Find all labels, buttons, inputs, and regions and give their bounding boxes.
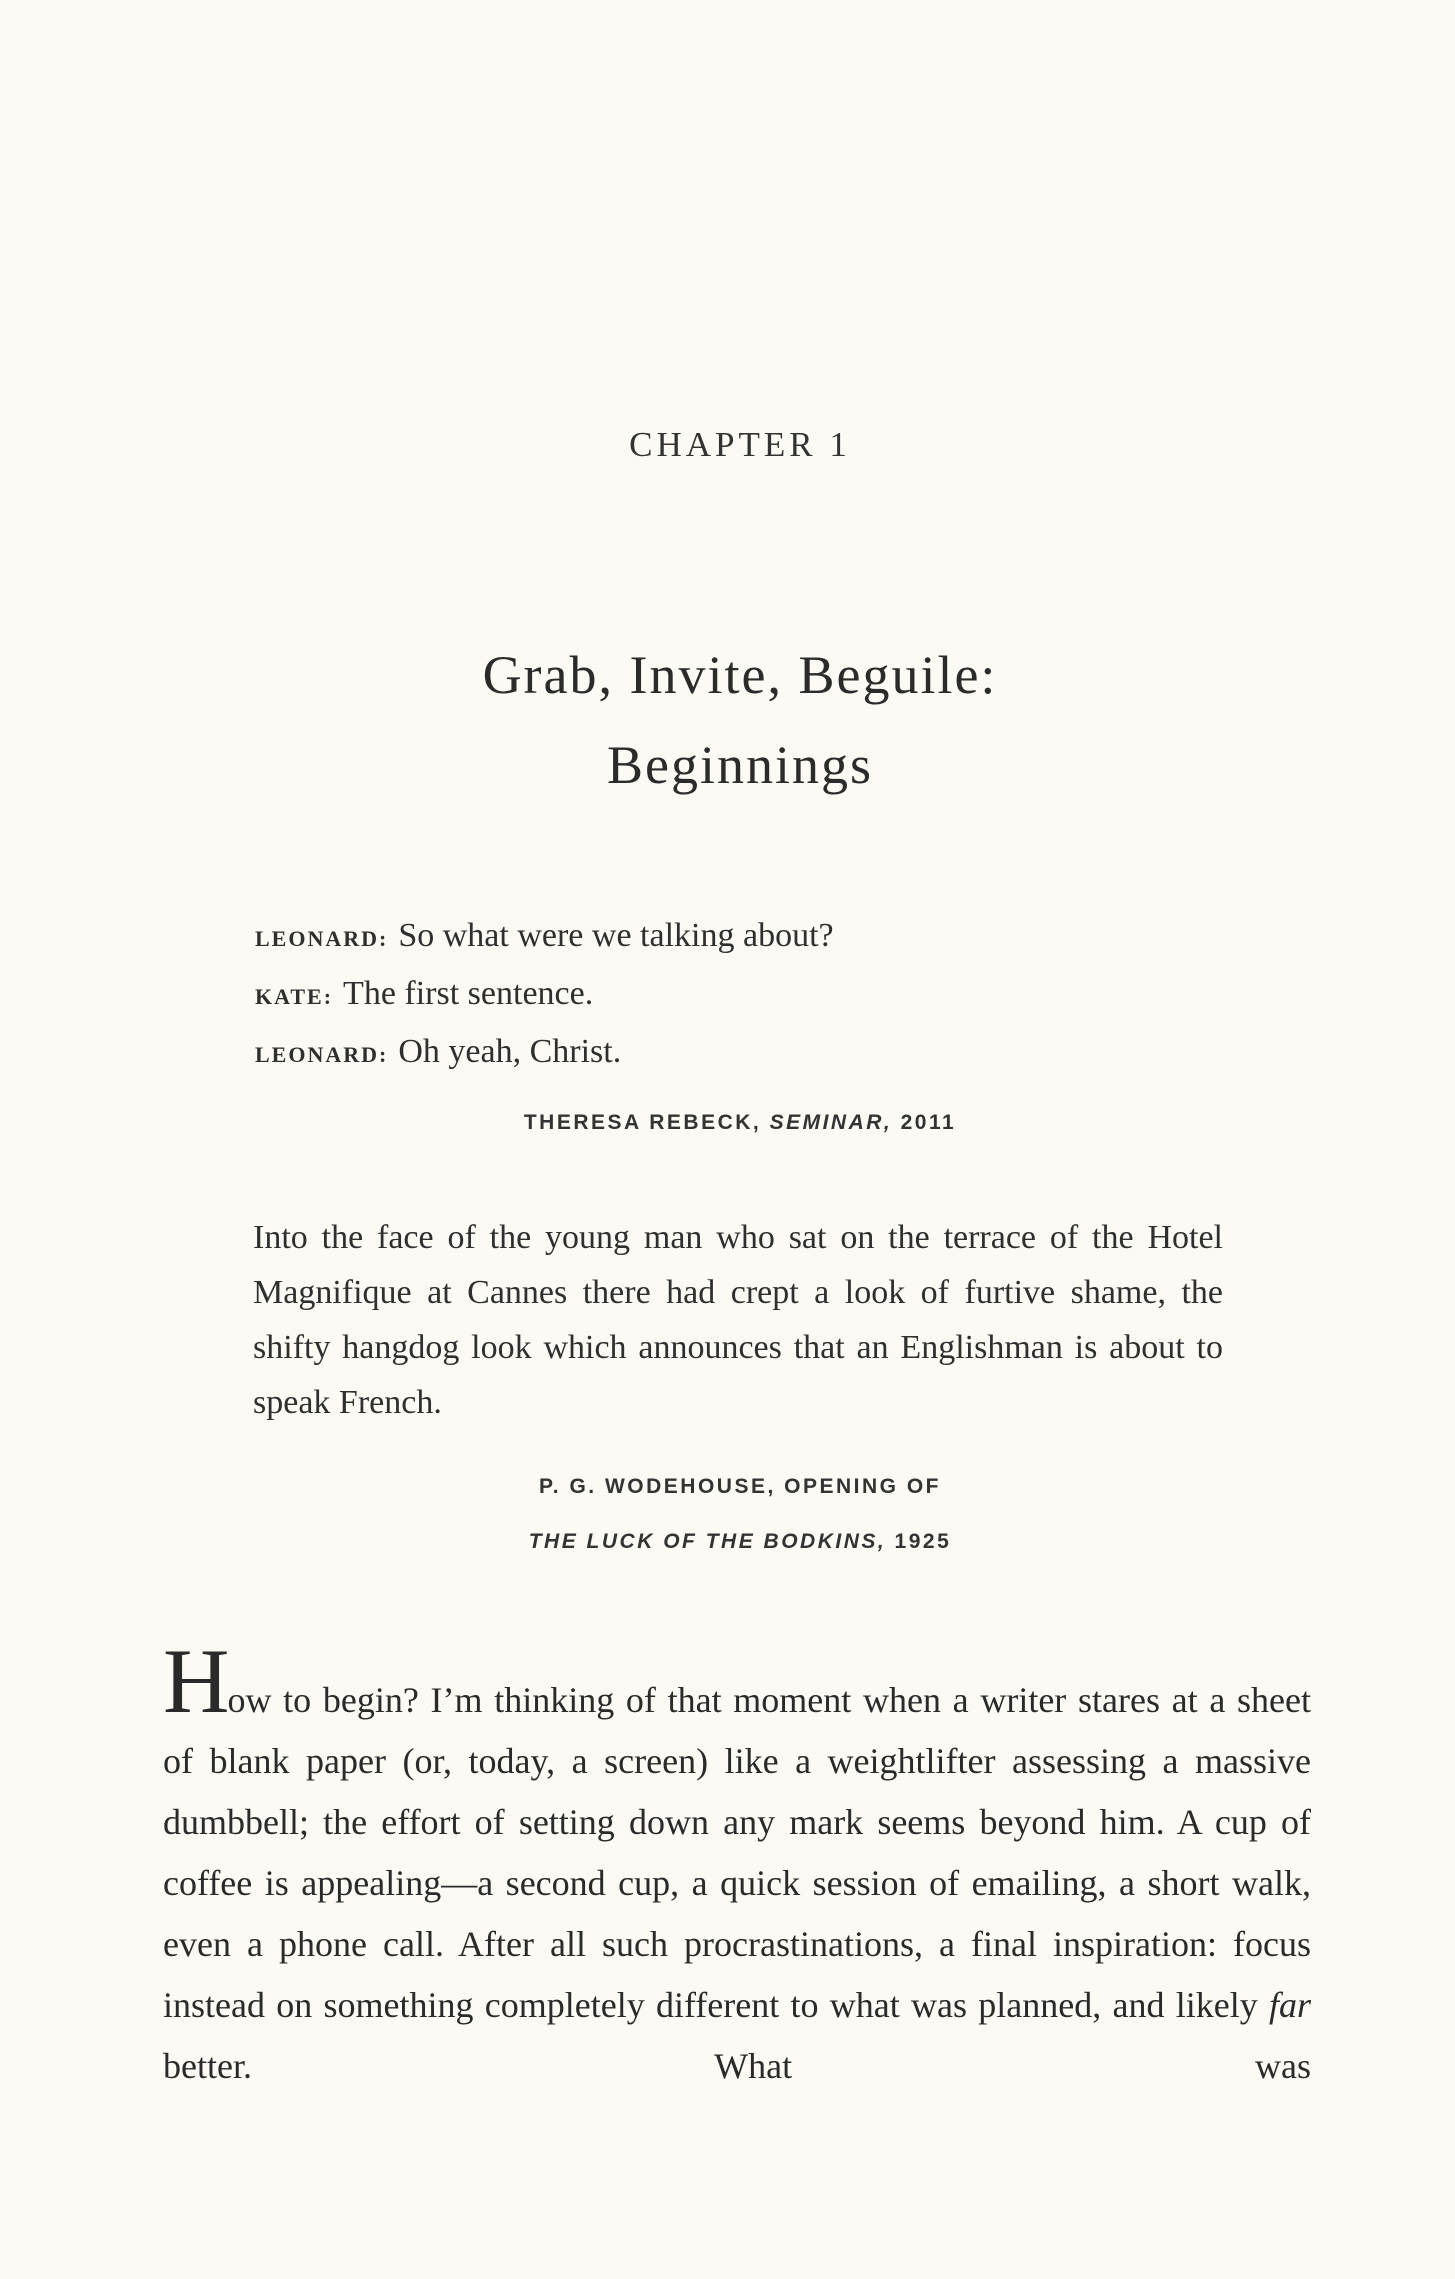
speaker-name: LEONARD: — [255, 926, 389, 951]
wodehouse-epigraph: Into the face of the young man who sat on the terrace of the Hotel Magnifique at Cannes there had crept a look of furtive shame, the shifty hangdog look which announces that an Englishman is about to speak French. — [253, 1219, 1223, 1421]
dialogue-text: Oh yeah, Christ. — [398, 1033, 622, 1070]
dialogue-line — [255, 1024, 1155, 1082]
dialogue-epigraph — [255, 908, 1155, 1082]
attribution-year: 2011 — [892, 1111, 957, 1134]
epigraph-attribution-rebeck — [0, 1111, 1455, 1135]
attribution-year: 1925 — [886, 1530, 952, 1553]
epigraph-attribution-wodehouse — [0, 1459, 1455, 1569]
speaker-name: LEONARD: — [255, 1042, 389, 1067]
attribution-work: SEMINAR, — [769, 1111, 893, 1134]
body-text-part-2: better. What was — [163, 2046, 1311, 2086]
speaker-name: KATE: — [255, 984, 334, 1009]
body-paragraph — [163, 1630, 1311, 2097]
dialogue-line — [255, 966, 1155, 1024]
attribution-work: THE LUCK OF THE BODKINS, — [528, 1530, 887, 1553]
dialogue-text: The first sentence. — [343, 975, 594, 1012]
dialogue-line — [255, 908, 1155, 966]
attribution-author: THERESA REBECK, — [523, 1111, 770, 1134]
attribution-author: P. G. WODEHOUSE, OPENING OF — [539, 1475, 941, 1498]
chapter-label: CHAPTER 1 — [629, 425, 851, 464]
body-text-part-1: ow to begin? I’m thinking of that moment when a writer stares at a sheet of blank paper (or, today, a screen) like a weightlifter assessing a massive dumbbell; the effort of setting down any mark seems beyond him. A cup of coffee is appealing—a second cup, a quick session of emailing, a short walk, even a phone call. After all such procrastinations, a final inspiration: focus instead on something completely different to what was planned, and likely — [163, 1680, 1311, 2025]
body-italic-word: far — [1268, 1985, 1311, 2025]
dialogue-text: So what were we talking about? — [398, 917, 834, 954]
chapter-title — [0, 630, 1455, 810]
chapter-title-line-1: Grab, Invite, Beguile: — [482, 645, 998, 705]
drop-cap: H — [163, 1630, 228, 1732]
chapter-title-line-2: Beginnings — [606, 735, 873, 795]
